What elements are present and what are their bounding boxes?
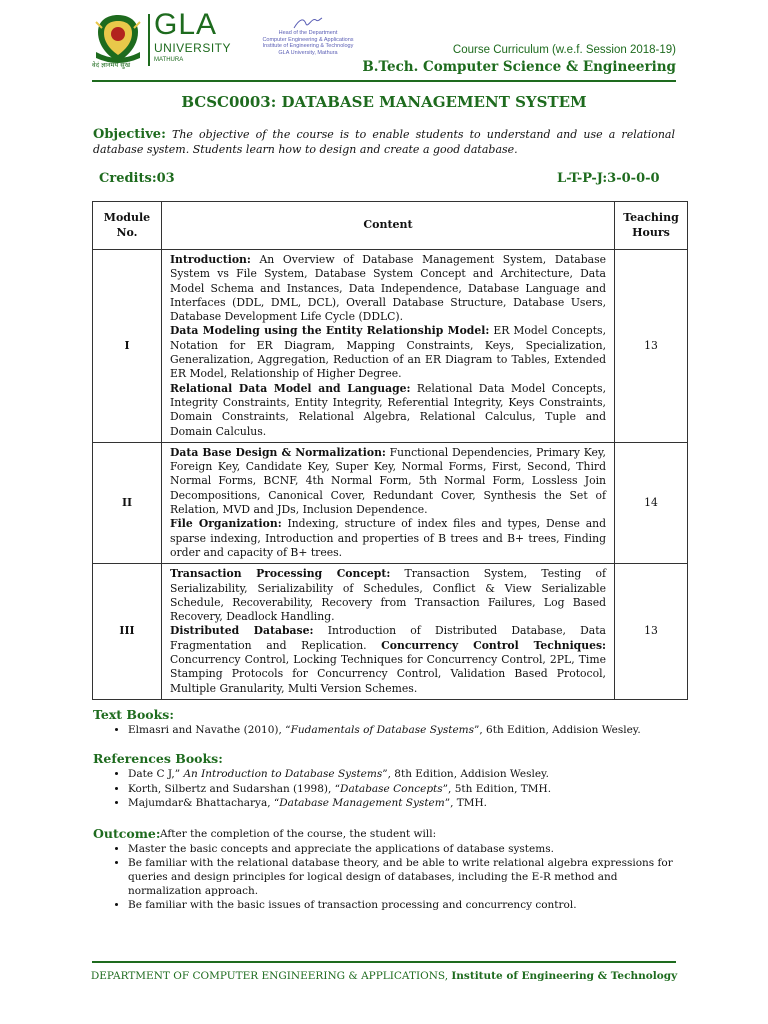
topic: Data Modeling using the Entity Relationship Model: ER Model Concepts, Notation for ER Diagram, Mapping Constraints, Keys, Specialization, Generalization, Aggregation, Reduction of an ER Diagram to Tables, Extended ER Model, Relationship of Higher Degree.	[170, 324, 607, 381]
course-title: BCSC0003: DATABASE MANAGEMENT SYSTEM	[181, 93, 587, 111]
list-item: • Be familiar with the relational database theory, and be able to write relational algebra expressions for queries and design principles for logical design of databases, including the E-R method and normalization approach.	[128, 856, 688, 898]
logo-university: UNIVERSITY	[154, 41, 232, 55]
module-header: Module No.	[93, 202, 162, 250]
module-number: III	[93, 564, 162, 700]
credits: Credits:03	[99, 171, 175, 186]
footer-department: DEPARTMENT OF COMPUTER ENGINEERING & APPLICATIONS,	[90, 970, 452, 982]
topic: Relational Data Model and Language: Relational Data Model Concepts, Integrity Constraints, Entity Integrity, Referential Integrity, Keys Constraints, Domain Constraints, Relational Algebra, Relational Calculus, Tuple and Domain Calculus.	[170, 381, 606, 438]
outcome-heading: Outcome:	[93, 826, 161, 841]
list-item: • Be familiar with the basic issues of transaction processing and concurrency control.	[128, 898, 688, 912]
table-row	[93, 564, 688, 700]
outcome-intro: After the completion of the course, the student will:	[160, 828, 437, 840]
logo-city: MATHURA	[154, 57, 184, 63]
table-row	[93, 442, 688, 563]
list-item: • Master the basic concepts and appreciate the applications of database systems.	[128, 842, 688, 856]
module-content	[162, 564, 615, 700]
footer-divider	[92, 961, 676, 963]
topic: Data Base Design & Normalization: Functional Dependencies, Primary Key, Foreign Key, Candidate Key, Super Key, Normal Forms, First, Second, Third Normal Forms, BCNF, 4th Normal Form, 5th Normal Form, Lossless Join Decompositions, Canonical Cover, Redundant Cover, Synthesis the Set of Relation, MVD and JDs, Inclusion Dependence.	[170, 445, 606, 517]
ltpj: L-T-P-J:3-0-0-0	[557, 171, 660, 186]
hod-signature-stamp	[252, 16, 364, 56]
hours-header: Teaching Hours	[615, 202, 688, 250]
module-content	[162, 442, 615, 563]
table-row	[93, 250, 688, 443]
list-item: • Korth, Silbertz and Sudarshan (1998), “Database Concepts”, 5th Edition, TMH.	[128, 782, 688, 797]
module-content	[162, 250, 615, 443]
list-item: • Date C J,” An Introduction to Database Systems”, 8th Edition, Addision Wesley.	[128, 767, 688, 782]
teaching-hours: 13	[615, 250, 688, 443]
university-crest-logo	[92, 12, 144, 66]
syllabus-table	[92, 201, 688, 700]
module-number: I	[93, 250, 162, 443]
topic: Introduction: An Overview of Database Management System, Database System vs File System, Database System Concept and Architecture, Data Model Schema and Instances, Data Independence, Database Language and Interfaces (DDL, DML, DCL), Overall Database Structure, Database Users, Database Development Life Cycle (DDLC).	[170, 253, 606, 324]
module-number: II	[93, 442, 162, 563]
header-divider	[92, 80, 676, 82]
teaching-hours: 14	[615, 442, 688, 563]
stamp-line: Institute of Engineering & Technology	[262, 43, 354, 50]
list-item: • Elmasri and Navathe (2010), “Fudamentals of Database Systems”, 6th Edition, Addision Wesley.	[128, 723, 688, 738]
objective	[93, 127, 675, 157]
logo-name: GLA	[154, 8, 218, 41]
table-header-row	[93, 202, 688, 250]
curriculum-session: Course Curriculum (w.e.f. Session 2018-19)	[452, 44, 676, 56]
stamp-line: Computer Engineering & Applications	[262, 36, 354, 43]
outcome-list	[110, 842, 688, 912]
content-header: Content	[162, 202, 615, 250]
reference-books-list	[110, 767, 688, 811]
objective-text: The objective of the course is to enable students to understand and use a relational database system. Students learn how to design and create a good database.	[93, 128, 675, 156]
footer-institute: Institute of Engineering & Technology	[451, 970, 678, 982]
branch-title: B.Tech. Computer Science & Engineering	[362, 59, 676, 75]
logo-motto: वेदं ज्ञानमयं सुखं	[92, 61, 131, 69]
stamp-line: Head of the Department	[278, 30, 338, 36]
reference-books-heading: References Books:	[93, 751, 223, 766]
list-item: • Majumdar& Bhattacharya, “Database Management System”, TMH.	[128, 796, 688, 811]
teaching-hours: 13	[615, 564, 688, 700]
stamp-line: GLA University, Mathura	[278, 49, 338, 56]
objective-label: Objective:	[93, 127, 166, 142]
footer	[0, 970, 768, 982]
topic: File Organization: Indexing, structure of index files and types, Dense and sparse indexing, Introduction and properties of B trees and B+ trees, Finding order and capacity of B+ trees.	[170, 517, 606, 559]
logo-divider	[148, 14, 150, 66]
page-header	[92, 10, 676, 80]
text-books-list	[110, 723, 688, 738]
signature-icon	[288, 16, 328, 30]
topic: Distributed Database: Introduction of Distributed Database, Data Fragmentation and Replication. Concurrency Control Techniques: Concurrency Control, Locking Techniques for Concurrency Control, 2PL, Time Stamping Protocols for Concurrency Control, Validation Based Protocol, Multiple Granularity, Multi Version Schemes.	[170, 624, 607, 695]
topic: Transaction Processing Concept: Transaction System, Testing of Serializability, Serializability of Schedules, Conflict & View Serializable Schedule, Recoverability, Recovery from Transaction Failures, Log Based Recovery, Deadlock Handling.	[170, 567, 606, 624]
text-books-heading: Text Books:	[93, 707, 174, 722]
